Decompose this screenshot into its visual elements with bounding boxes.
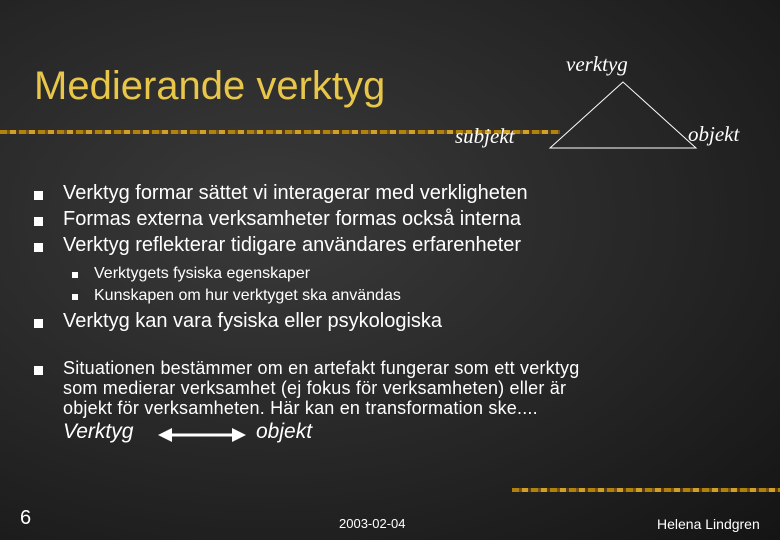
arrow-label-left: Verktyg [63, 420, 134, 443]
bullet-marker [34, 366, 43, 375]
footer-divider [512, 488, 780, 492]
bullet-marker [34, 191, 43, 200]
footer-date: 2003-02-04 [339, 516, 406, 531]
diagram-label-verktyg: verktyg [566, 52, 628, 76]
double-arrow-icon [156, 424, 248, 446]
footer-author: Helena Lindgren [657, 516, 760, 532]
sub-bullet-marker [72, 272, 78, 278]
bullet-text-5-line-1: Situationen bestämmer om en artefakt fungerar som ett verktyg [63, 358, 580, 378]
diagram-label-subjekt: subjekt [455, 124, 515, 148]
bullet-text-2: Formas externa verksamheter formas också interna [63, 208, 521, 230]
bullet-marker [34, 217, 43, 226]
bullet-text-1: Verktyg formar sättet vi interagerar med verkligheten [63, 182, 528, 204]
page-number: 6 [20, 507, 32, 529]
bullet-marker [34, 243, 43, 252]
sub-bullet-text-1: Verktygets fysiska egenskaper [94, 265, 311, 282]
triangle-diagram [548, 80, 698, 150]
sub-bullet-marker [72, 294, 78, 300]
bullet-text-3: Verktyg reflekterar tidigare användares erfarenheter [63, 234, 522, 256]
bullet-text-4: Verktyg kan vara fysiska eller psykologiska [63, 310, 443, 332]
bullet-text-5-line-3: objekt för verksamheten. Här kan en transformation ske.... [63, 398, 538, 418]
slide-title: Medierande verktyg [34, 64, 386, 108]
bullet-marker [34, 319, 43, 328]
diagram-label-objekt: objekt [688, 122, 740, 146]
bullet-text-5-line-2: som medierar verksamhet (ej fokus för verksamheten) eller är [63, 378, 567, 398]
arrow-label-right: objekt [256, 420, 313, 443]
sub-bullet-text-2: Kunskapen om hur verktyget ska användas [94, 287, 401, 304]
